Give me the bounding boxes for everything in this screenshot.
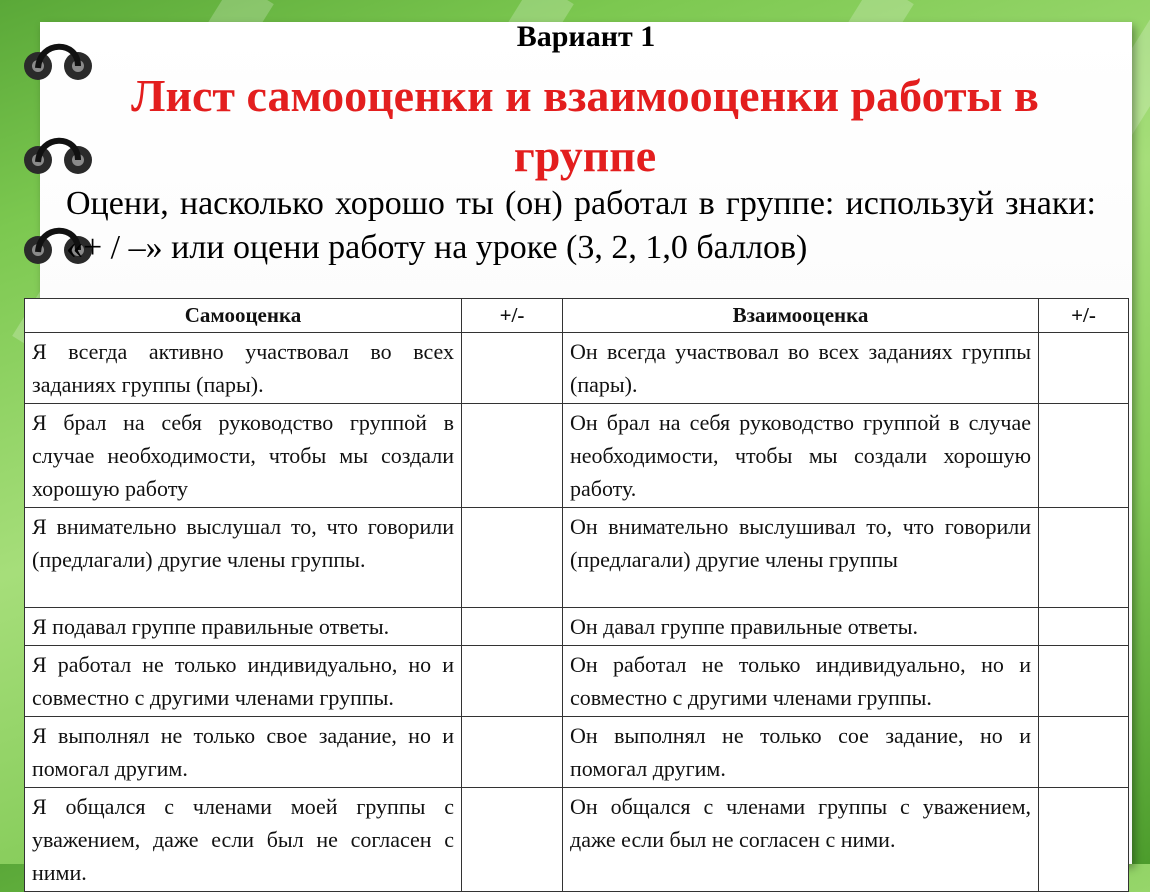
peer-criterion: Он брал на себя руководство группой в случае необходимости, чтобы мы создали хорошую работу.: [563, 404, 1039, 508]
peer-criterion: Он всегда участвовал во всех заданиях группы (пары).: [563, 333, 1039, 404]
self-criterion: Я всегда активно участвовал во всех заданиях группы (пары).: [25, 333, 462, 404]
self-criterion: Я выполнял не только свое задание, но и помогал другим.: [25, 717, 462, 788]
peer-mark-cell[interactable]: [1039, 788, 1129, 892]
self-mark-cell[interactable]: [462, 608, 563, 646]
self-mark-cell[interactable]: [462, 717, 563, 788]
header-peer-assessment: Взаимооценка: [563, 299, 1039, 333]
peer-criterion: Он внимательно выслушивал то, что говорили (предлагали) другие члены группы: [563, 508, 1039, 608]
self-criterion: Я работал не только индивидуально, но и совместно с другими членами группы.: [25, 646, 462, 717]
table-row: [25, 717, 1129, 788]
table-row: [25, 646, 1129, 717]
self-mark-cell[interactable]: [462, 646, 563, 717]
peer-criterion: Он общался с членами группы с уважением, даже если был не согласен с ними.: [563, 788, 1039, 892]
self-criterion: Я внимательно выслушал то, что говорили (предлагали) другие члены группы.: [25, 508, 462, 608]
peer-mark-cell[interactable]: [1039, 333, 1129, 404]
peer-criterion: Он выполнял не только сое задание, но и помогал другим.: [563, 717, 1039, 788]
table-row: [25, 508, 1129, 608]
header-self-assessment: Самооценка: [25, 299, 462, 333]
peer-mark-cell[interactable]: [1039, 646, 1129, 717]
header-peer-mark: +/-: [1039, 299, 1129, 333]
self-criterion: Я брал на себя руководство группой в случае необходимости, чтобы мы создали хорошую работу: [25, 404, 462, 508]
assessment-table: [24, 298, 1129, 892]
table-row: [25, 608, 1129, 646]
peer-mark-cell[interactable]: [1039, 404, 1129, 508]
page-title: Лист самооценки и взаимооценки работы в группе: [131, 70, 1039, 181]
header-self-mark: +/-: [462, 299, 563, 333]
table-row: [25, 333, 1129, 404]
self-mark-cell[interactable]: [462, 788, 563, 892]
peer-mark-cell[interactable]: [1039, 717, 1129, 788]
peer-mark-cell[interactable]: [1039, 608, 1129, 646]
self-mark-cell[interactable]: [462, 508, 563, 608]
instruction-text: Оцени, насколько хорошо ты (он) работал в группе: используй знаки: «+ / –» или оцени работу на уроке (3, 2, 1,0 баллов): [66, 185, 1096, 266]
self-mark-cell[interactable]: [462, 404, 563, 508]
variant-heading: Вариант 1: [516, 20, 656, 53]
table-row: [25, 788, 1129, 892]
self-criterion: Я подавал группе правильные ответы.: [25, 608, 462, 646]
self-criterion: Я общался с членами моей группы с уважением, даже если был не согласен с ними.: [25, 788, 462, 892]
table-row: [25, 404, 1129, 508]
peer-mark-cell[interactable]: [1039, 508, 1129, 608]
self-mark-cell[interactable]: [462, 333, 563, 404]
peer-criterion: Он работал не только индивидуально, но и совместно с другими членами группы.: [563, 646, 1039, 717]
peer-criterion: Он давал группе правильные ответы.: [563, 608, 1039, 646]
table-header-row: [25, 299, 1129, 333]
